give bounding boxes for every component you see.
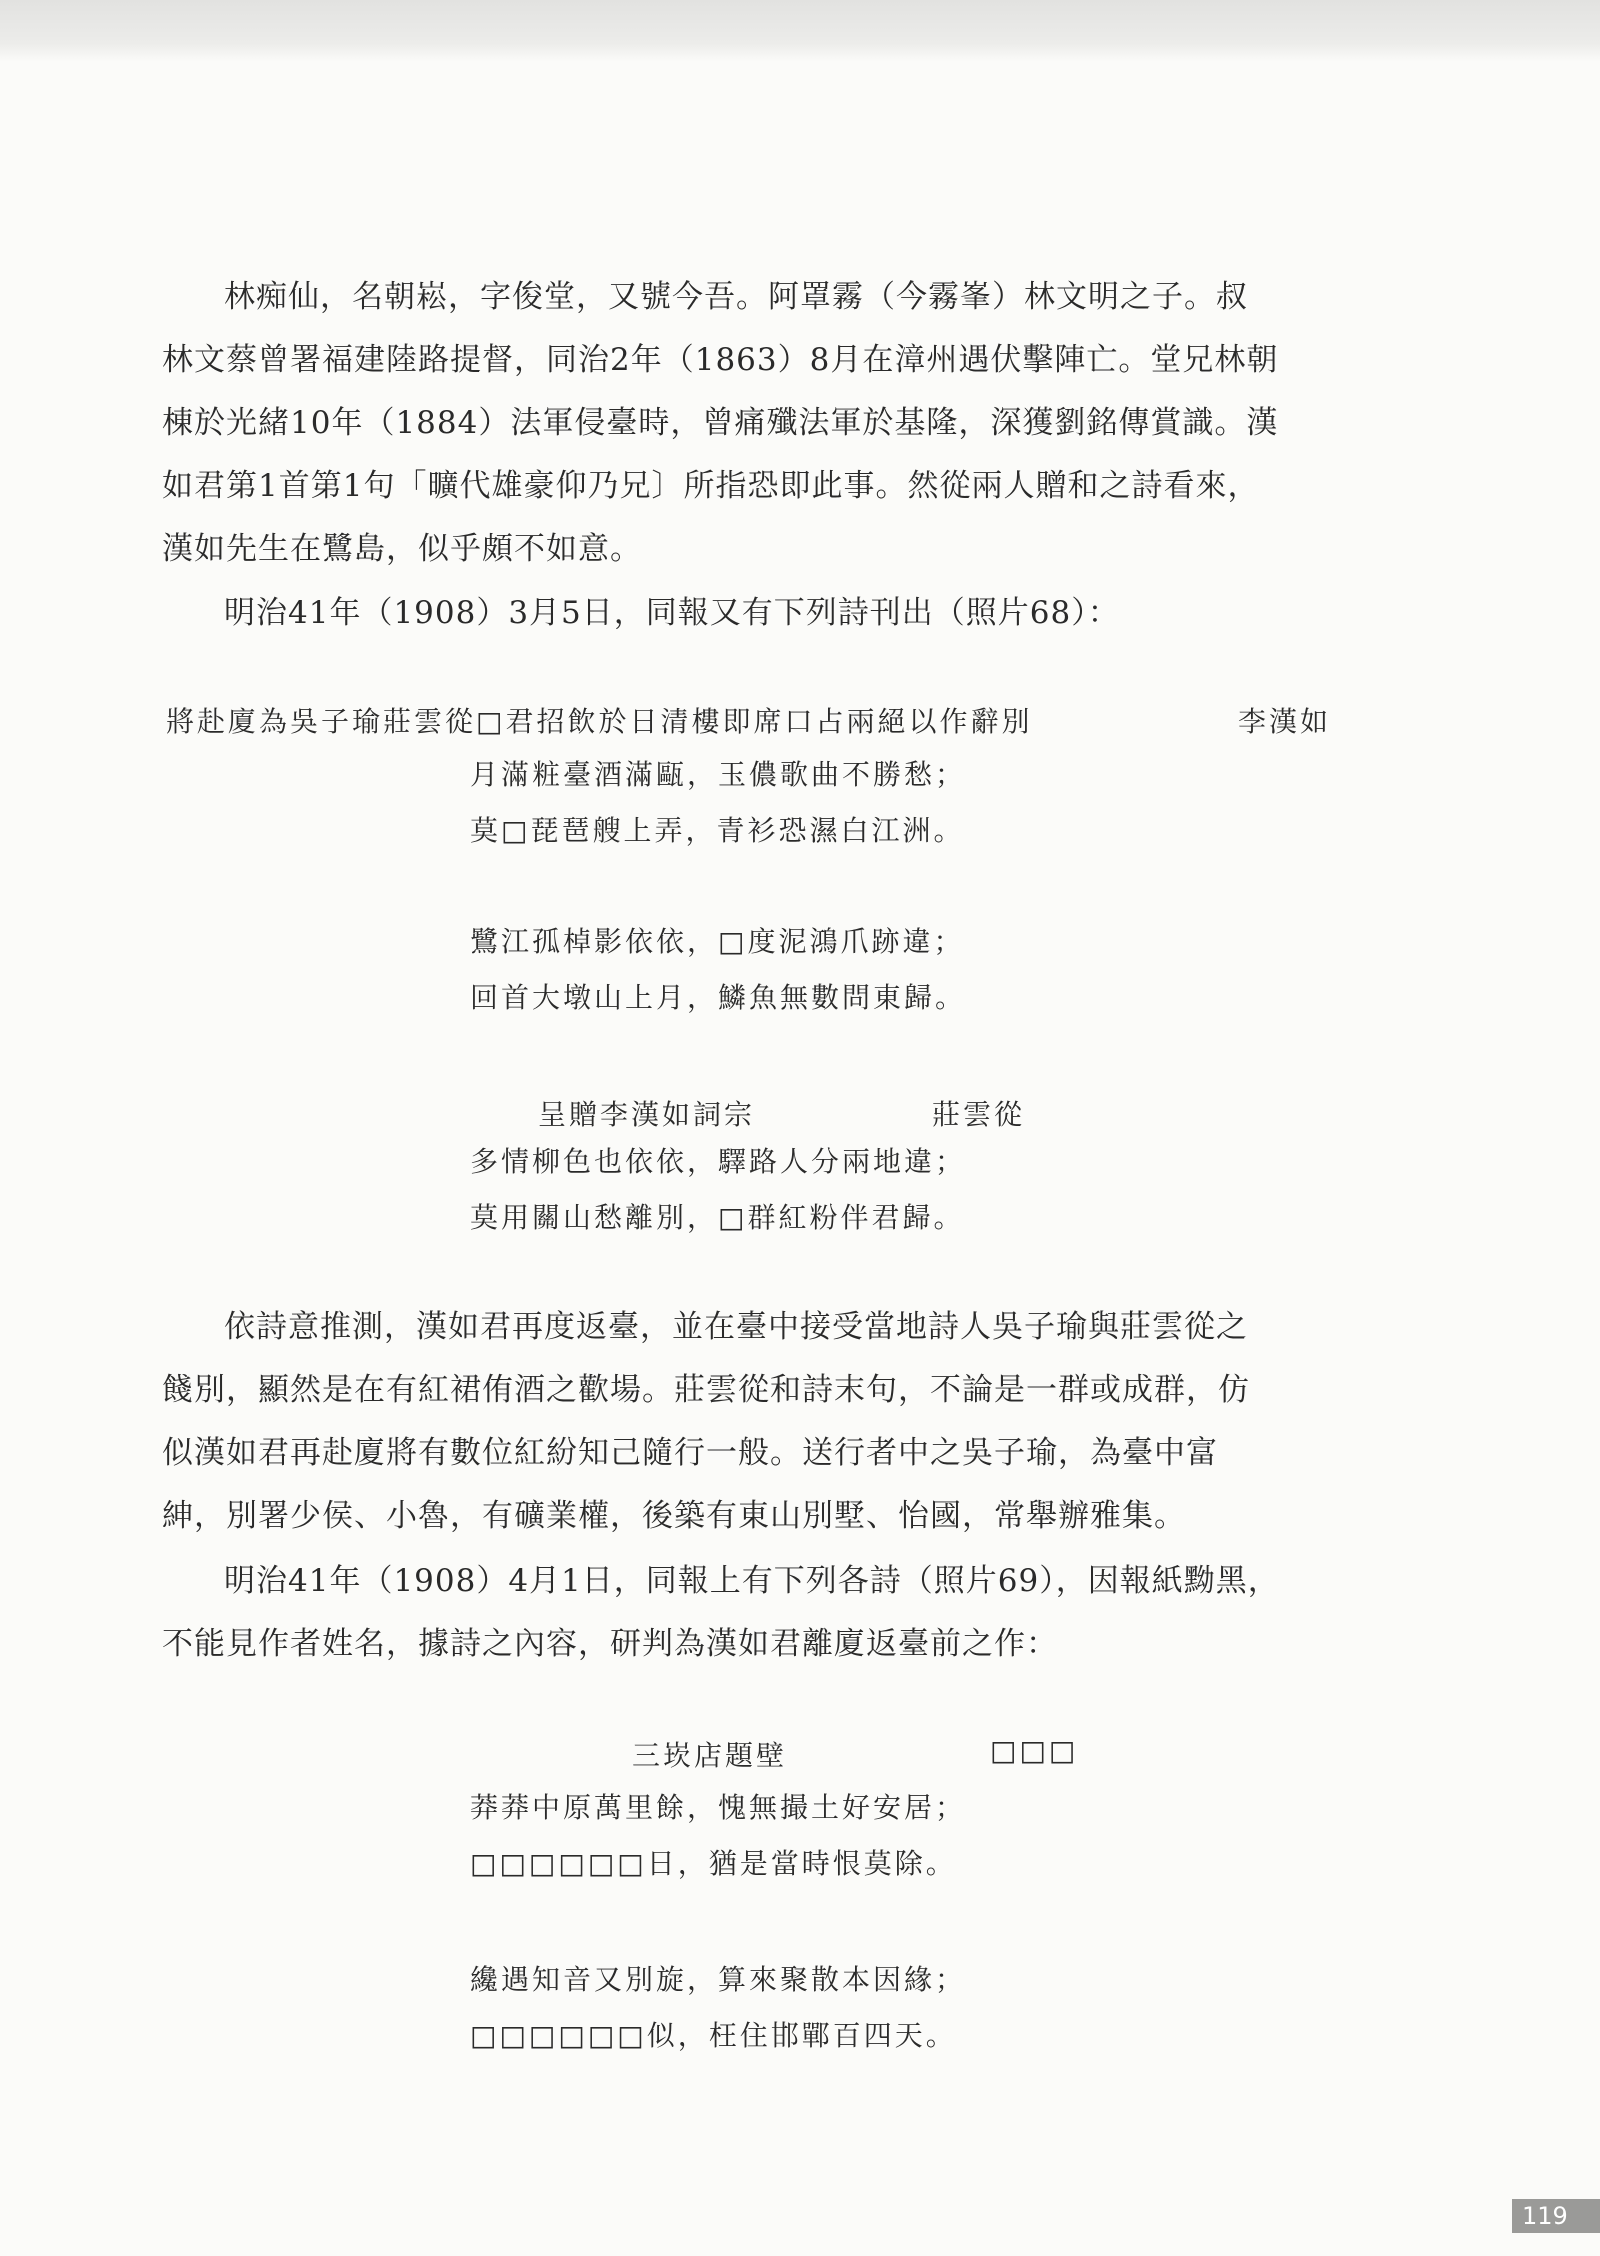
poem1-title: 將赴廈為吳子瑜莊雲從□君招飲於日清樓即席口占兩絕以作辭別 bbox=[166, 705, 1033, 738]
note-line: 明治41年（1908）4月1日，同報上有下列各詩（照片69），因報紙黝黑， bbox=[224, 1563, 1280, 1599]
intro-paragraph bbox=[162, 266, 1352, 581]
poem3-author: □□□ bbox=[990, 1734, 1079, 1767]
page-number: 119 bbox=[1512, 2199, 1600, 2233]
intro-line: 林文蔡曾署福建陸路提督，同治2年（1863）8月在漳州遇伏擊陣亡。堂兄林朝 bbox=[162, 342, 1279, 378]
poem2-author: 莊雲從 bbox=[932, 1098, 1026, 1131]
poem2-verses bbox=[470, 1134, 966, 1246]
verse-line: □□□□□□似，枉住邯鄲百四天。 bbox=[470, 2019, 957, 2052]
verse-line: 鷺江孤棹影依依，□度泥鴻爪跡違； bbox=[470, 925, 965, 958]
intro-line: 如君第1首第1句「曠代雄豪仰乃兄〕所指恐即此事。然從兩人贈和之詩看來， bbox=[162, 468, 1260, 504]
verse-line: 莫□琵琶艘上弄，青衫恐濕白江洲。 bbox=[470, 814, 965, 847]
note-paragraph-2 bbox=[162, 1550, 1352, 1676]
poem3-stanza-1 bbox=[470, 1780, 966, 1892]
verse-line: 莽莽中原萬里餘，愧無撮土好安居； bbox=[470, 1791, 967, 1824]
poem3-title: 三崁店題壁 bbox=[632, 1739, 788, 1772]
verse-line: 纔遇知音又別旋，算來聚散本因緣； bbox=[470, 1963, 967, 1996]
verse-line: 多情柳色也依依，驛路人分兩地違； bbox=[470, 1145, 967, 1178]
verse-line: □□□□□□日，猶是當時恨莫除。 bbox=[470, 1847, 957, 1880]
intro-line: 棟於光緒10年（1884）法軍侵臺時，曾痛殲法軍於基隆，深獲劉銘傳賞識。漢 bbox=[162, 405, 1279, 441]
analysis-line: 餞別，顯然是在有紅裙侑酒之歡場。莊雲從和詩末句，不論是一群或成群，仿 bbox=[162, 1372, 1250, 1408]
analysis-line: 似漢如君再赴廈將有數位紅紛知己隨行一般。送行者中之吳子瑜，為臺中富 bbox=[162, 1435, 1218, 1471]
note-paragraph-1 bbox=[162, 582, 1352, 645]
poem1-stanza-1 bbox=[470, 747, 966, 859]
note-line: 不能見作者姓名，據詩之內容，研判為漢如君離廈返臺前之作： bbox=[162, 1626, 1058, 1662]
poem1-author: 李漢如 bbox=[1238, 705, 1332, 738]
verse-line: 莫用關山愁離別，□群紅粉伴君歸。 bbox=[470, 1201, 965, 1234]
poem1-stanza-2 bbox=[470, 914, 966, 1026]
analysis-line: 紳，別署少侯、小魯，有礦業權，後築有東山別墅、怡國，常舉辦雅集。 bbox=[162, 1498, 1186, 1534]
verse-line: 回首大墩山上月，鱗魚無數問東歸。 bbox=[470, 981, 967, 1014]
intro-line: 漢如先生在鷺島，似乎頗不如意。 bbox=[162, 531, 642, 567]
verse-line: 月滿粧臺酒滿甌，玉儂歌曲不勝愁； bbox=[470, 758, 967, 791]
poem3-stanza-2 bbox=[470, 1952, 966, 2064]
analysis-line: 依詩意推測，漢如君再度返臺，並在臺中接受當地詩人吳子瑜與莊雲從之 bbox=[224, 1309, 1248, 1345]
poem2-title: 呈贈李漢如詞宗 bbox=[538, 1098, 756, 1131]
note-line: 明治41年（1908）3月5日，同報又有下列詩刊出（照片68）： bbox=[224, 595, 1120, 631]
intro-line: 林痴仙，名朝崧，字俊堂，又號今吾。阿罩霧（今霧峯）林文明之子。叔 bbox=[224, 279, 1248, 315]
analysis-paragraph bbox=[162, 1296, 1352, 1548]
